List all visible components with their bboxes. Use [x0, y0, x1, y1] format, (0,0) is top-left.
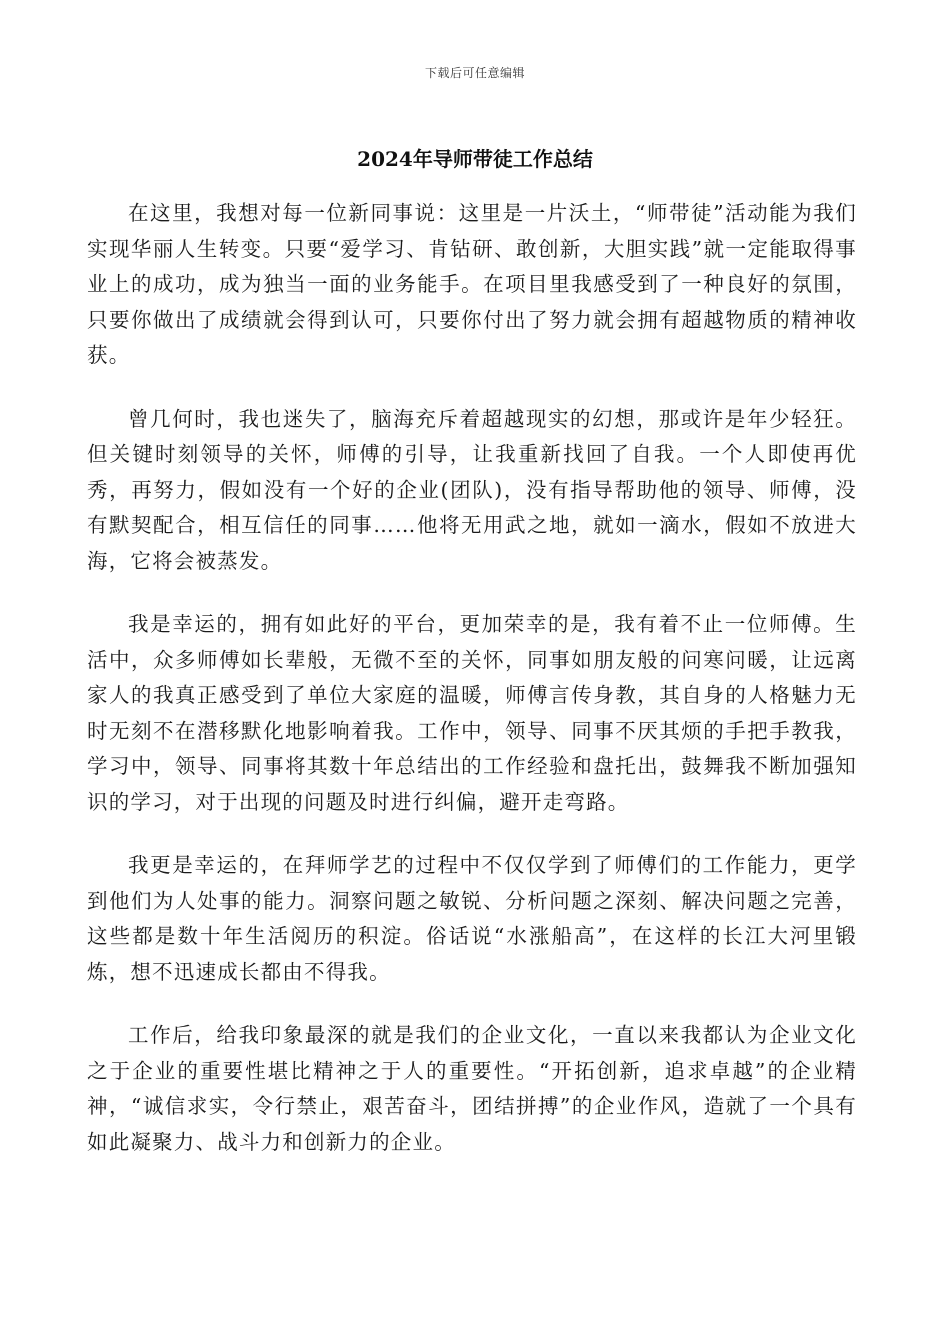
document-title: 2024年导师带徒工作总结: [357, 147, 593, 171]
paragraph: 工作后，给我印象最深的就是我们的企业文化，一直以来我都认为企业文化之于企业的重要性堪比精神之于人的重要性。“开拓创新，追求卓越”的企业精神，“诚信求实，令行禁止，艰苦奋斗，团结拼搏”的企业作风，造就了一个具有如此凝聚力、战斗力和创新力的企业。: [87, 1023, 857, 1154]
paragraph: 我更是幸运的，在拜师学艺的过程中不仅仅学到了师傅们的工作能力，更学到他们为人处事的能力。洞察问题之敏锐、分析问题之深刻、解决问题之完善，这些都是数十年生活阅历的积淀。俗话说“水涨船高”，在这样的长江大河里锻炼，想不迅速成长都由不得我。: [87, 853, 857, 984]
paragraph: 在这里，我想对每一位新同事说：这里是一片沃土，“师带徒”活动能为我们实现华丽人生转变。只要“爱学习、肯钻研、敢创新，大胆实践”就一定能取得事业上的成功，成为独当一面的业务能手。在项目里我感受到了一种良好的氛围，只要你做出了成绩就会得到认可，只要你付出了努力就会拥有超越物质的精神收获。: [87, 201, 857, 367]
document-body: [87, 196, 857, 1188]
paragraph: 曾几何时，我也迷失了，脑海充斥着超越现实的幻想，那或许是年少轻狂。但关键时刻领导的关怀，师傅的引导，让我重新找回了自我。一个人即使再优秀，再努力，假如没有一个好的企业(团队)，没有指导帮助他的领导、师傅，没有默契配合，相互信任的同事……他将无用武之地，就如一滴水，假如不放进大海，它将会被蒸发。: [87, 406, 857, 573]
header-note: 下载后可任意编辑: [424, 66, 525, 80]
paragraph: 我是幸运的，拥有如此好的平台，更加荣幸的是，我有着不止一位师傅。生活中，众多师傅如长辈般，无微不至的关怀，同事如朋友般的问寒问暖，让远离家人的我真正感受到了单位大家庭的温暖，师傅言传身教，其自身的人格魅力无时无刻不在潜移默化地影响着我。工作中，领导、同事不厌其烦的手把手教我，学习中，领导、同事将其数十年总结出的工作经验和盘托出，鼓舞我不断加强知识的学习，对于出现的问题及时进行纠偏，避开走弯路。: [87, 612, 857, 814]
